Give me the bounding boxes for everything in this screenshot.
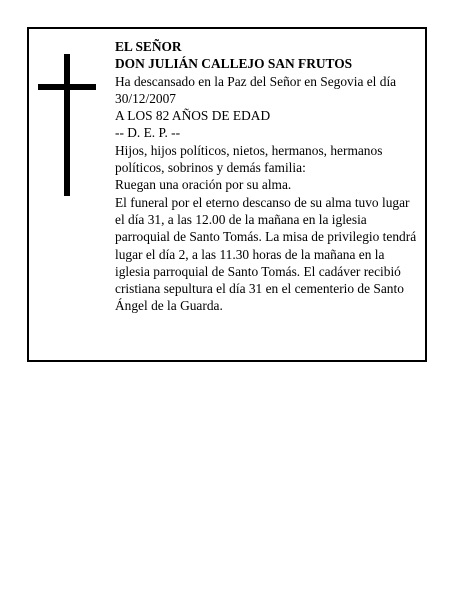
funeral-details: El funeral por el eterno descanso de su alma tuvo lugar el día 31, a las 12.00 de la mañana en la iglesia parroquial de Santo Tomás. La misa de privilegio tendrá lugar el día 2, a las 11.30 horas de la mañana en la iglesia parroquial de Santo Tomás. El cadáver recibió cristiana sepultura el día 31 en el cementerio de Santo Ángel de la Guarda. <box>115 194 417 314</box>
rip-line: -- D. E. P. -- <box>115 125 181 141</box>
rest-statement: Ha descansado en la Paz del Señor en Segovia el día 30/12/2007 <box>115 73 397 106</box>
family-line: Hijos, hijos políticos, nietos, hermanos, hermanos políticos, sobrinos y demás familia: <box>115 142 383 176</box>
prayer-request: Ruegan una oración por su alma. <box>115 177 292 193</box>
cross-vertical-bar <box>64 54 70 196</box>
cross-horizontal-bar <box>38 84 96 90</box>
notice-title-line1: EL SEÑOR <box>115 39 182 54</box>
obituary-text <box>115 38 420 315</box>
age-line: A LOS 82 AÑOS DE EDAD <box>115 108 271 124</box>
deceased-name: DON JULIÁN CALLEJO SAN FRUTOS <box>115 56 353 72</box>
